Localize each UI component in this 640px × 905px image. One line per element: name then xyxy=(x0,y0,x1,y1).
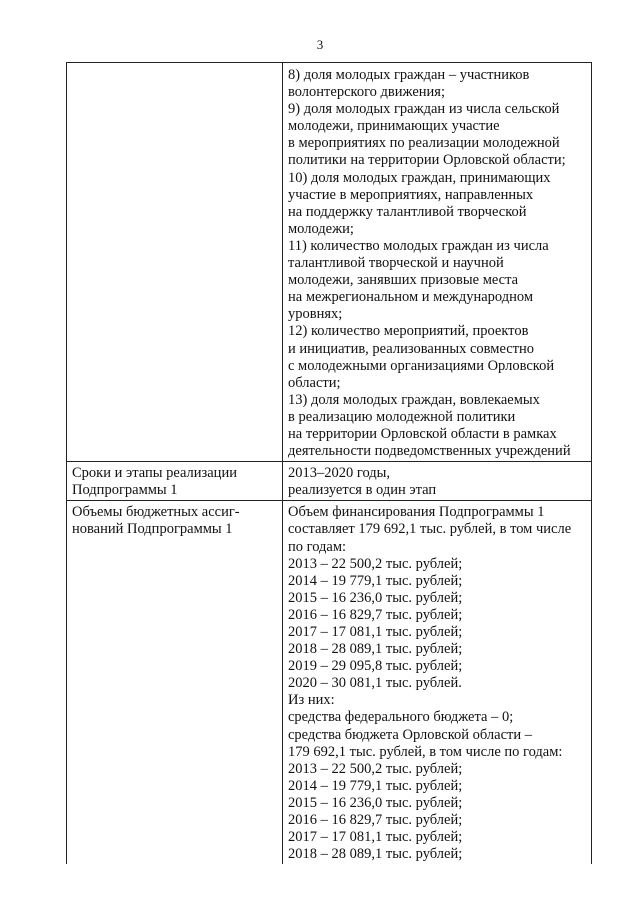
text-line: Из них: xyxy=(288,692,335,709)
text-line: 2013 – 22 500,2 тыс. рублей; xyxy=(288,760,463,777)
text-line: молодежи, занявших призовые места xyxy=(288,272,519,289)
table-cell-label xyxy=(67,462,283,501)
text-line: участие в мероприятиях, направленных xyxy=(288,186,534,203)
table-cell-value xyxy=(283,501,592,864)
text-line: в мероприятиях по реализации молодежной xyxy=(288,135,560,152)
text-line: области; xyxy=(288,374,341,391)
text-line: 2017 – 17 081,1 тыс. рублей; xyxy=(288,624,463,640)
text-line: на межрегиональном и международном xyxy=(288,289,534,306)
text-line: 9) доля молодых граждан из числа сельской xyxy=(288,101,560,118)
text-line: 2016 – 16 829,7 тыс. рублей; xyxy=(288,812,463,829)
text-line: и инициатив, реализованных совместно xyxy=(288,340,535,357)
passport-table xyxy=(66,62,592,864)
text-line: 10) доля молодых граждан, принимающих xyxy=(288,169,551,186)
text-line: уровнях; xyxy=(288,306,343,323)
table-cell-label xyxy=(67,63,283,462)
table-cell-label xyxy=(67,501,283,864)
text-line: 8) доля молодых граждан – участников xyxy=(288,67,530,83)
text-line: 2015 – 16 236,0 тыс. рублей; xyxy=(288,794,463,811)
text-line: 2017 – 17 081,1 тыс. рублей; xyxy=(288,829,463,846)
text-line: Сроки и этапы реализации xyxy=(72,465,237,482)
text-line: средства федерального бюджета – 0; xyxy=(288,709,514,726)
text-line: волонтерского движения; xyxy=(288,84,445,101)
text-line: деятельности подведомственных учреждений xyxy=(288,443,571,460)
text-line: 11) количество молодых граждан из числа xyxy=(288,237,549,254)
text-line: молодежи; xyxy=(288,220,354,237)
table-row-funding xyxy=(67,501,592,864)
text-line: средства бюджета Орловской области – xyxy=(288,726,532,743)
text-line: 2018 – 28 089,1 тыс. рублей; xyxy=(288,846,463,863)
text-line: на территории Орловской области в рамках xyxy=(288,425,557,442)
text-line: Объемы бюджетных ассиг- xyxy=(72,504,240,521)
text-line: нований Подпрограммы 1 xyxy=(72,521,233,538)
text-line: 12) количество мероприятий, проектов xyxy=(288,323,529,340)
text-line: составляет 179 692,1 тыс. рублей, в том числе xyxy=(288,521,572,538)
text-line: 2014 – 19 779,1 тыс. рублей; xyxy=(288,572,463,589)
text-line: на поддержку талантливой творческой xyxy=(288,203,527,220)
table-cell-value xyxy=(283,63,592,462)
text-line: 179 692,1 тыс. рублей, в том числе по годам: xyxy=(288,743,563,760)
text-line: 2019 – 29 095,8 тыс. рублей; xyxy=(288,658,463,675)
text-line: молодежи, принимающих участие xyxy=(288,118,500,135)
table-cell-value xyxy=(283,462,592,501)
text-line: с молодежными организациями Орловской xyxy=(288,357,555,374)
text-line: Объем финансирования Подпрограммы 1 xyxy=(288,504,545,521)
page-number: 3 xyxy=(316,37,324,52)
text-line: 2013–2020 годы, xyxy=(288,465,391,482)
text-line: 2018 – 28 089,1 тыс. рублей; xyxy=(288,641,463,658)
text-line: талантливой творческой и научной xyxy=(288,255,504,272)
text-line: 2020 – 30 081,1 тыс. рублей. xyxy=(288,675,462,692)
text-line: 2015 – 16 236,0 тыс. рублей; xyxy=(288,589,463,606)
text-line: 2013 – 22 500,2 тыс. рублей; xyxy=(288,555,463,572)
text-line: в реализацию молодежной политики xyxy=(288,408,516,425)
text-line: 2016 – 16 829,7 тыс. рублей; xyxy=(288,606,463,623)
text-line: политики на территории Орловской области; xyxy=(288,152,566,169)
text-line: Подпрограммы 1 xyxy=(72,482,178,499)
text-line: реализуется в один этап xyxy=(288,482,437,499)
text-line: 13) доля молодых граждан, вовлекаемых xyxy=(288,391,540,408)
table-row-indicators xyxy=(67,63,592,462)
text-line: по годам: xyxy=(288,538,347,555)
table-row-timeline xyxy=(67,462,592,501)
text-line: 2014 – 19 779,1 тыс. рублей; xyxy=(288,777,463,794)
